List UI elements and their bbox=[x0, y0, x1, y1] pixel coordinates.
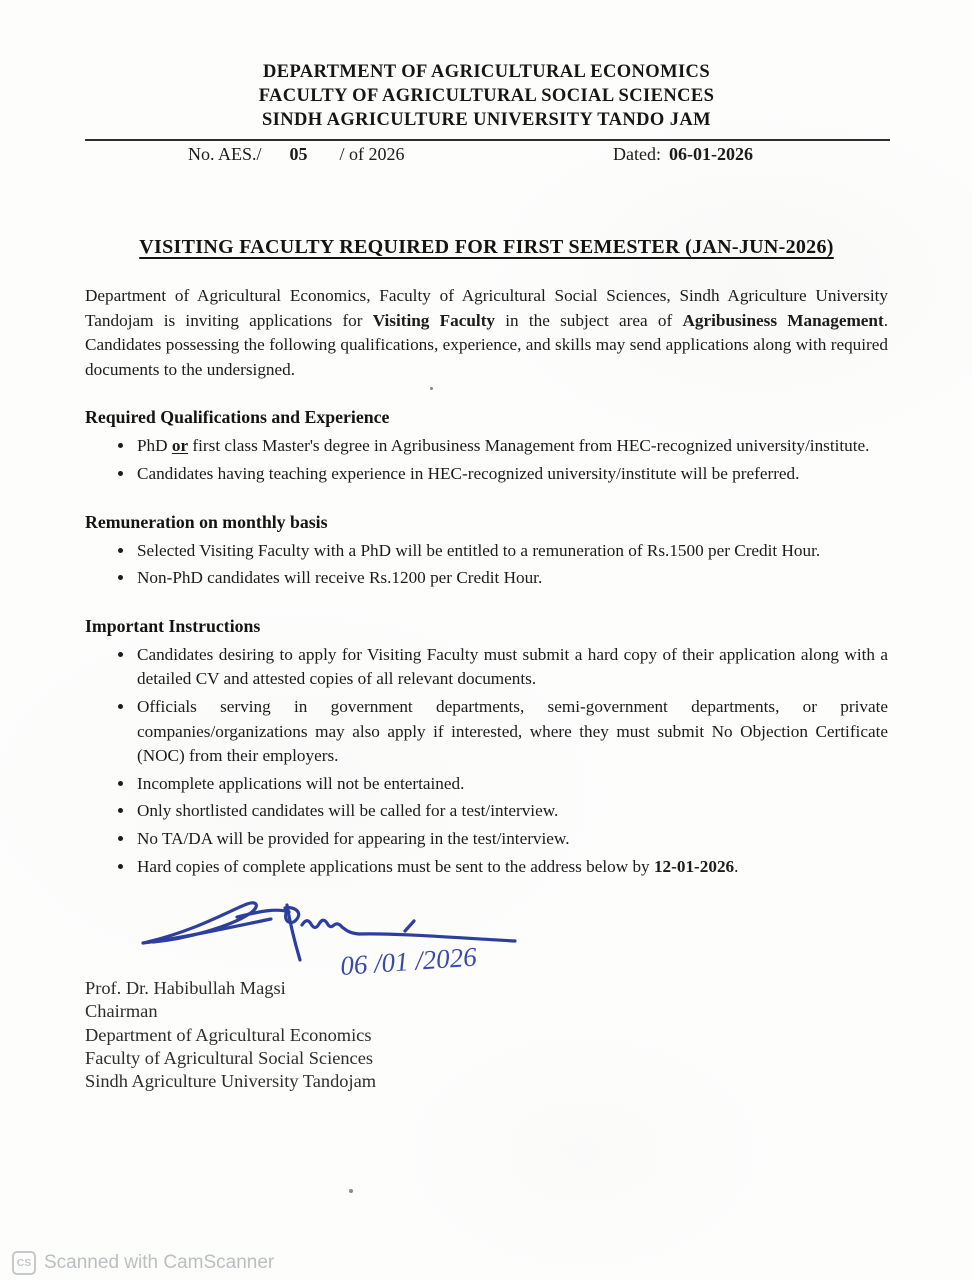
text-segment: . bbox=[734, 856, 739, 876]
notice-title bbox=[85, 236, 888, 259]
text-segment: Agribusiness Management bbox=[682, 310, 884, 330]
signatory-university: Sindh Agriculture University Tandojam bbox=[85, 1071, 377, 1092]
scan-speck bbox=[430, 387, 433, 390]
text-segment: . Candidates possessing the following qualifications, experience, and skills may send applications along with required documents to the undersigned. bbox=[85, 310, 888, 379]
list-item bbox=[135, 772, 888, 797]
text-segment: Selected Visiting Faculty with a PhD will be entitled to a remuneration of Rs.1500 per Credit Hour. bbox=[137, 540, 821, 560]
signatory-faculty: Faculty of Agricultural Social Sciences bbox=[85, 1047, 374, 1068]
text-segment: Visiting Faculty bbox=[372, 310, 496, 330]
signature-stroke bbox=[237, 910, 289, 917]
section-heading-remuneration: Remuneration on monthly basis bbox=[85, 511, 328, 532]
reference-number bbox=[188, 142, 405, 167]
signature-stroke bbox=[405, 921, 414, 931]
text-segment: 12-01-2026 bbox=[653, 856, 735, 876]
signature-stroke bbox=[302, 920, 359, 934]
letterhead-line-faculty: FACULTY OF AGRICULTURAL SOCIAL SCIENCES bbox=[258, 86, 715, 106]
signatory-designation: Chairman bbox=[85, 1001, 158, 1022]
letterhead-line-university: SINDH AGRICULTURE UNIVERSITY TANDO JAM bbox=[261, 110, 711, 130]
text-segment: Department of Agricultural Economics, Faculty of Agricultural Social Sciences, Sindh Agriculture University Tandojam is inviting applications for bbox=[85, 286, 888, 330]
text-segment: Incomplete applications will not be entertained. bbox=[137, 773, 465, 793]
header-divider bbox=[85, 139, 890, 141]
signatory-department: Department of Agricultural Economics bbox=[85, 1024, 372, 1045]
document-content bbox=[85, 60, 888, 1094]
list-item bbox=[135, 855, 888, 880]
text-segment: Candidates desiring to apply for Visiting Faculty must submit a hard copy of their application along with a detailed CV and attested copies of all relevant documents. bbox=[137, 644, 888, 689]
signature-stroke bbox=[359, 934, 515, 941]
list-item bbox=[135, 643, 888, 692]
list-item bbox=[135, 799, 888, 824]
text-segment: Hard copies of complete applications must be sent to the address below by bbox=[137, 856, 654, 876]
list-item bbox=[135, 827, 888, 852]
section-heading-qualifications: Required Qualifications and Experience bbox=[85, 407, 390, 428]
camscanner-watermark bbox=[12, 1251, 274, 1275]
text-segment: Non-PhD candidates will receive Rs.1200 per Credit Hour. bbox=[137, 568, 543, 588]
signature-stroke bbox=[147, 903, 256, 942]
list-item bbox=[135, 462, 888, 487]
intro-paragraph bbox=[85, 284, 888, 382]
signature-area bbox=[85, 899, 888, 982]
section-instructions bbox=[85, 614, 888, 879]
remuneration-bullet-list bbox=[85, 539, 888, 591]
camscanner-icon: CS bbox=[12, 1251, 36, 1275]
scan-speck bbox=[349, 1189, 353, 1193]
reference-of-year: / of 2026 bbox=[339, 144, 405, 164]
camscanner-text: Scanned with CamScanner bbox=[44, 1252, 275, 1273]
dated-value: 06-01-2026 bbox=[668, 144, 753, 164]
text-segment: Officials serving in government departments, semi-government departments, or private companies/organizations may also apply if interested, where they must submit No Objection Certificate (NOC) from their employers. bbox=[137, 696, 888, 766]
list-item bbox=[135, 434, 888, 459]
signatory-name: Prof. Dr. Habibullah Magsi bbox=[85, 978, 286, 999]
letterhead bbox=[85, 60, 888, 132]
instructions-bullet-list bbox=[85, 643, 888, 879]
reference-row bbox=[85, 142, 888, 168]
handwritten-date: 06 /01 /2026 bbox=[339, 941, 478, 982]
handwritten-signature bbox=[137, 897, 527, 1007]
notice-title-text: VISITING FACULTY REQUIRED FOR FIRST SEMESTER (JAN-JUN-2026) bbox=[139, 236, 834, 258]
qualifications-bullet-list bbox=[85, 434, 888, 486]
list-item bbox=[135, 695, 888, 769]
reference-number-label: No. AES./ bbox=[188, 144, 262, 164]
text-segment: in the subject area of bbox=[495, 310, 683, 330]
text-segment: first class Master's degree in Agribusiness Management from HEC-recognized university/institute. bbox=[188, 436, 870, 456]
section-remuneration bbox=[85, 510, 888, 591]
text-segment: Candidates having teaching experience in HEC-recognized university/institute will be preferred. bbox=[137, 463, 800, 483]
reference-number-value: 05 bbox=[289, 144, 308, 164]
dated-label: Dated: bbox=[613, 144, 661, 164]
text-segment: Only shortlisted candidates will be called for a test/interview. bbox=[137, 801, 559, 821]
section-qualifications bbox=[85, 405, 888, 486]
letterhead-line-department: DEPARTMENT OF AGRICULTURAL ECONOMICS bbox=[262, 62, 711, 82]
dated-field bbox=[613, 142, 753, 167]
text-segment: PhD bbox=[137, 436, 172, 456]
text-segment: or bbox=[171, 436, 189, 456]
section-heading-instructions: Important Instructions bbox=[85, 615, 261, 636]
list-item bbox=[135, 566, 888, 591]
text-segment: No TA/DA will be provided for appearing in the test/interview. bbox=[137, 828, 570, 848]
list-item bbox=[135, 539, 888, 564]
